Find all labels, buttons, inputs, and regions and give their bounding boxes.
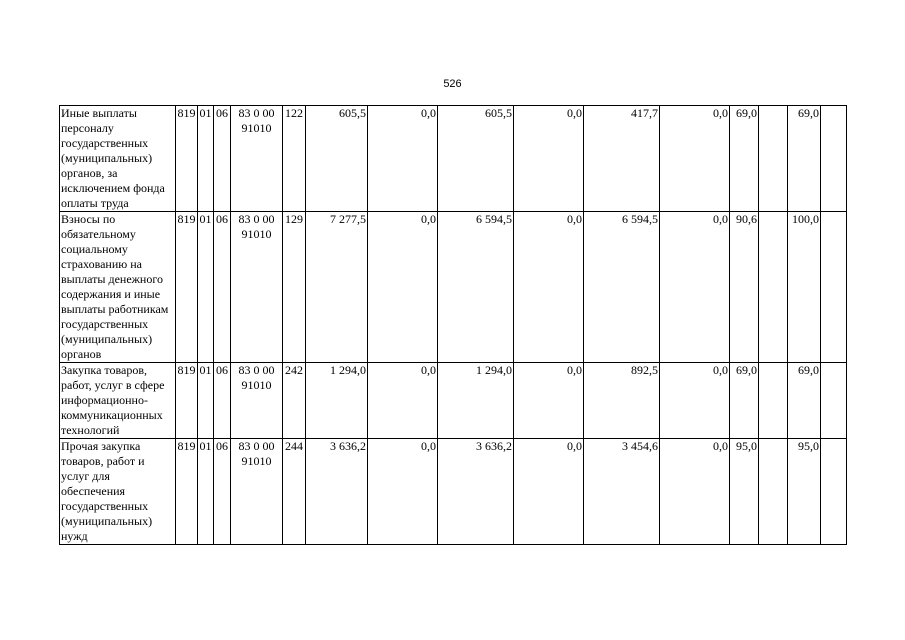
value-cell: 3 636,2 xyxy=(438,439,514,545)
value-cell xyxy=(759,439,788,545)
value-cell: 0,0 xyxy=(660,439,730,545)
value-cell: 892,5 xyxy=(584,363,660,439)
ministry-code-cell: 819 xyxy=(176,439,198,545)
value-cell: 0,0 xyxy=(660,363,730,439)
value-cell: 6 594,5 xyxy=(584,212,660,363)
budget-table xyxy=(59,105,847,545)
value-cell: 3 636,2 xyxy=(306,439,368,545)
value-cell: 69,0 xyxy=(788,363,821,439)
value-cell: 3 454,6 xyxy=(584,439,660,545)
value-cell: 95,0 xyxy=(788,439,821,545)
value-cell: 0,0 xyxy=(514,439,584,545)
ministry-code-cell: 819 xyxy=(176,363,198,439)
subsection-code-cell: 06 xyxy=(214,439,231,545)
ministry-code-cell: 819 xyxy=(176,212,198,363)
value-cell: 69,0 xyxy=(788,106,821,212)
value-cell: 0,0 xyxy=(368,212,438,363)
value-cell: 69,0 xyxy=(730,363,759,439)
subsection-code-cell: 06 xyxy=(214,212,231,363)
value-cell: 0,0 xyxy=(514,363,584,439)
value-cell xyxy=(821,212,847,363)
table-row xyxy=(60,212,847,363)
value-cell: 417,7 xyxy=(584,106,660,212)
value-cell xyxy=(821,106,847,212)
page-number: 526 xyxy=(443,78,462,90)
value-cell: 0,0 xyxy=(368,363,438,439)
value-cell: 1 294,0 xyxy=(306,363,368,439)
value-cell: 0,0 xyxy=(660,212,730,363)
subsection-code-cell: 06 xyxy=(214,106,231,212)
value-cell: 605,5 xyxy=(438,106,514,212)
value-cell: 69,0 xyxy=(730,106,759,212)
value-cell xyxy=(759,363,788,439)
value-cell: 605,5 xyxy=(306,106,368,212)
ministry-code-cell: 819 xyxy=(176,106,198,212)
section-code-cell: 01 xyxy=(198,363,214,439)
expense-type-cell: 122 xyxy=(283,106,306,212)
table-body xyxy=(60,106,847,545)
target-code-cell: 83 0 00 91010 xyxy=(231,106,283,212)
expense-type-cell: 242 xyxy=(283,363,306,439)
target-code-cell: 83 0 00 91010 xyxy=(231,363,283,439)
value-cell: 0,0 xyxy=(660,106,730,212)
value-cell xyxy=(821,439,847,545)
value-cell: 1 294,0 xyxy=(438,363,514,439)
expense-type-cell: 244 xyxy=(283,439,306,545)
value-cell xyxy=(759,212,788,363)
value-cell: 0,0 xyxy=(514,212,584,363)
value-cell: 100,0 xyxy=(788,212,821,363)
value-cell: 95,0 xyxy=(730,439,759,545)
section-code-cell: 01 xyxy=(198,439,214,545)
target-code-cell: 83 0 00 91010 xyxy=(231,212,283,363)
expense-type-cell: 129 xyxy=(283,212,306,363)
value-cell: 0,0 xyxy=(368,106,438,212)
value-cell xyxy=(759,106,788,212)
section-code-cell: 01 xyxy=(198,106,214,212)
subsection-code-cell: 06 xyxy=(214,363,231,439)
value-cell xyxy=(821,363,847,439)
section-code-cell: 01 xyxy=(198,212,214,363)
value-cell: 7 277,5 xyxy=(306,212,368,363)
table-row xyxy=(60,439,847,545)
target-code-cell: 83 0 00 91010 xyxy=(231,439,283,545)
value-cell: 6 594,5 xyxy=(438,212,514,363)
table-row xyxy=(60,106,847,212)
expense-name-cell: Взносы по обязательному социальному страхованию на выплаты денежного содержания и иные выплаты работникам государственных (муниципальных) органов xyxy=(60,212,176,363)
expense-name-cell: Иные выплаты персоналу государственных (муниципальных) органов, за исключением фонда оплаты труда xyxy=(60,106,176,212)
value-cell: 0,0 xyxy=(368,439,438,545)
value-cell: 0,0 xyxy=(514,106,584,212)
expense-name-cell: Закупка товаров, работ, услуг в сфере информационно-коммуникационных технологий xyxy=(60,363,176,439)
expense-name-cell: Прочая закупка товаров, работ и услуг для обеспечения государственных (муниципальных) нужд xyxy=(60,439,176,545)
value-cell: 90,6 xyxy=(730,212,759,363)
table-row xyxy=(60,363,847,439)
